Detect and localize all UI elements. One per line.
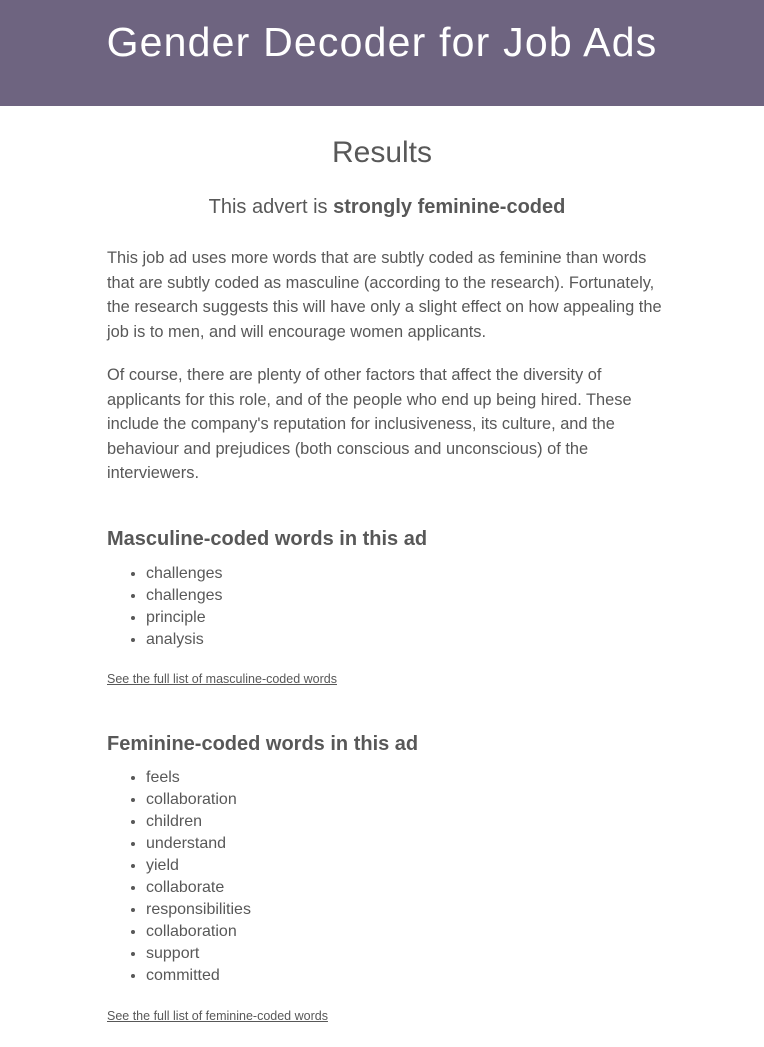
verdict [0,196,764,219]
list-item: • feels [146,767,251,789]
verdict-prefix: This advert is [208,196,334,218]
masculine-words-list [107,563,223,651]
masculine-words-heading: Masculine-coded words in this ad [107,528,428,550]
list-item: • collaboration [146,921,251,943]
list-item: • yield [146,855,251,877]
list-item: • challenges [146,585,223,607]
feminine-full-list-link[interactable]: See the full list of feminine-coded words [107,1009,328,1023]
list-item: • support [146,943,251,965]
list-item: • principle [146,607,223,629]
site-title: Gender Decoder for Job Ads [106,18,658,65]
verdict-result: strongly feminine-coded [333,196,566,218]
list-item: • collaboration [146,789,251,811]
masculine-full-list-link[interactable]: See the full list of masculine-coded words [107,672,337,686]
list-item: • challenges [146,563,223,585]
feminine-words-list [107,767,251,987]
list-item: • children [146,811,251,833]
list-item: • analysis [146,629,223,651]
caveat-paragraph: Of course, there are plenty of other factors that affect the diversity of applicants for this role, and of the people who end up being hired. These include the company's reputation for inclusiveness, its culture, and the behaviour and prejudices (both conscious and unconscious) of the interviewers. [107,366,632,483]
list-item: • collaborate [146,877,251,899]
list-item: • responsibilities [146,899,251,921]
feminine-words-heading: Feminine-coded words in this ad [107,733,419,755]
explanation-paragraph: This job ad uses more words that are subtly coded as feminine than words that are subtly coded as masculine (according to the research). Fortunately, the research suggests this will have only a slight effect on how appealing the job is to men, and will encourage women applicants. [107,249,662,341]
results-title: Results [331,136,433,169]
site-header [0,0,764,106]
list-item: • understand [146,833,251,855]
list-item: • committed [146,965,251,987]
